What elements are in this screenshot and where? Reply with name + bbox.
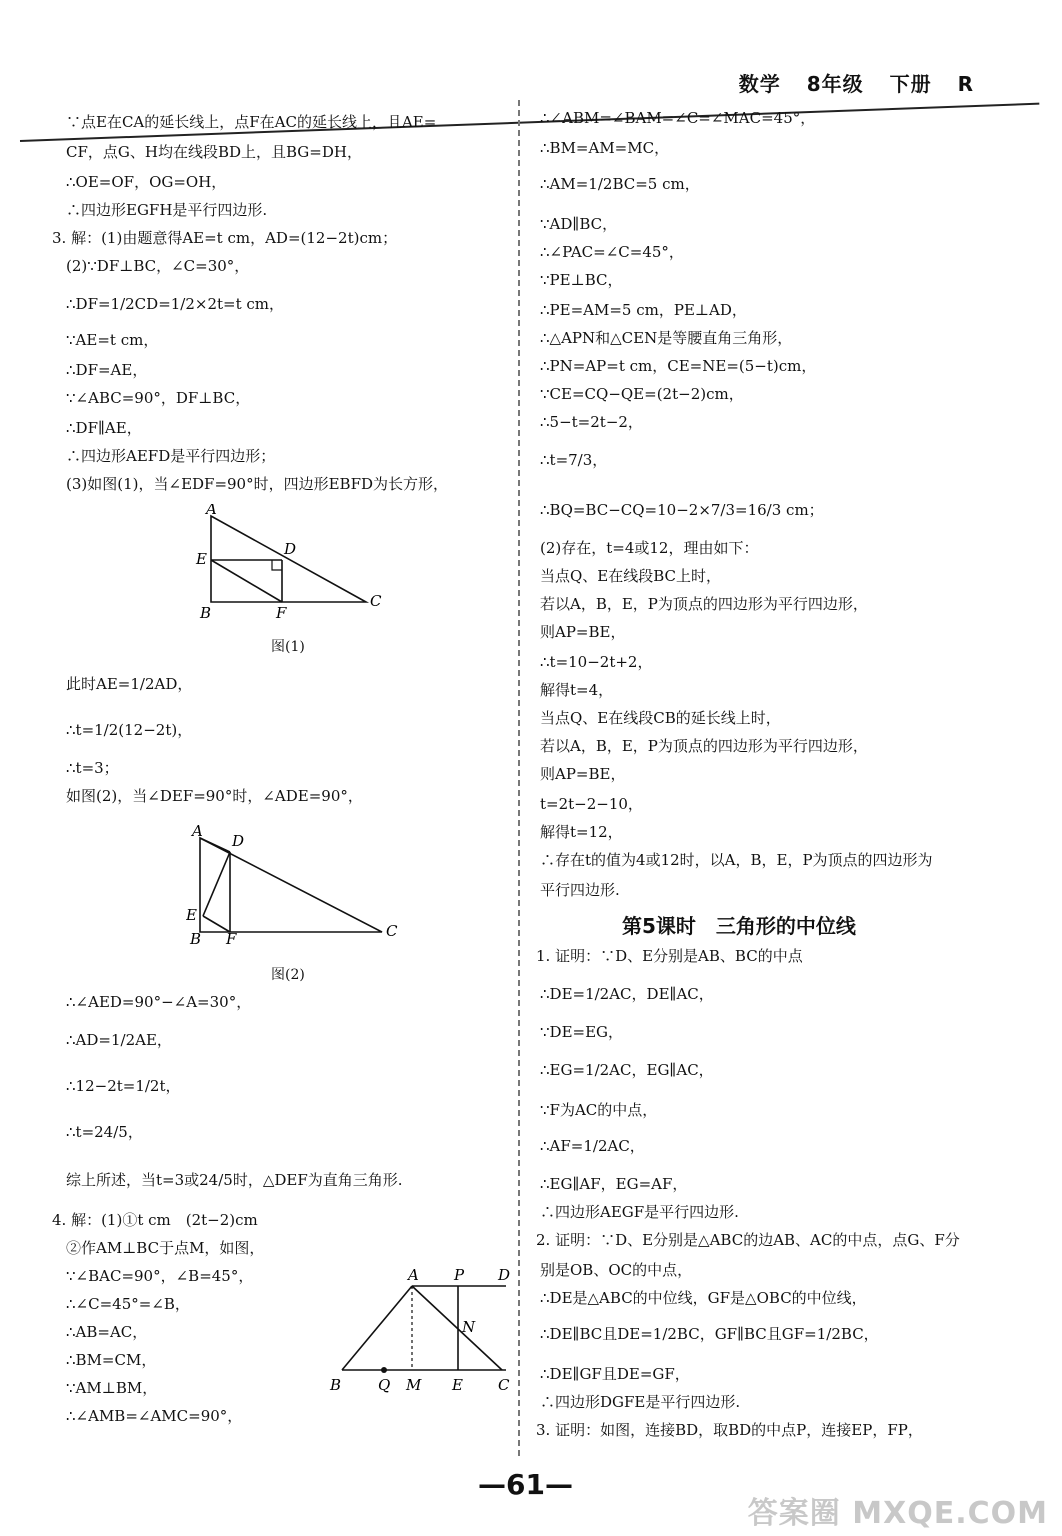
text-line: ∵AM⊥BM， (66, 1379, 158, 1397)
fig1-label-c: C (370, 592, 382, 610)
text-line: (2)∵DF⊥BC，∠C=30°， (66, 257, 250, 275)
text-line: ∴四边形DGFE是平行四边形. (540, 1393, 741, 1411)
text-line: 3. 证明：如图，连接BD，取BD的中点P，连接EP，FP， (536, 1421, 923, 1439)
text-line: t=2t−2−10， (540, 795, 643, 813)
text-line: ∴DF∥AE， (66, 419, 142, 437)
text-line: 则AP=BE， (540, 623, 626, 641)
fig3-label-e: E (452, 1376, 463, 1394)
fig3-label-m: M (406, 1376, 422, 1394)
text-line: ∴∠ABM=∠BAM=∠C=∠MAC=45°， (540, 109, 816, 127)
fig1-label-f: F (276, 604, 287, 622)
figure-3 (322, 1258, 522, 1408)
text-line: 若以A，B，E，P为顶点的四边形为平行四边形， (540, 595, 868, 613)
text-line: ∴△APN和△CEN是等腰直角三角形， (540, 329, 793, 347)
text-line: ∴∠AED=90°−∠A=30°， (66, 993, 252, 1011)
fig2-label-b: B (190, 930, 202, 946)
header-subject: 数学 (738, 72, 781, 96)
text-line: 1. 证明：∵D、E分别是AB、BC的中点 (536, 947, 803, 965)
text-line: ∴存在t的值为4或12时，以A，B，E，P为顶点的四边形为 (540, 851, 933, 869)
fig3-label-n: N (462, 1318, 476, 1336)
text-line: 解得t=4， (540, 681, 614, 699)
fig2-label-e: E (186, 906, 197, 924)
text-line: 解得t=12， (540, 823, 623, 841)
text-line: ∴BQ=BC−CQ=10−2×7/3=16/3 cm； (540, 501, 824, 519)
text-line: ∴DE是△ABC的中位线，GF是△OBC的中位线， (540, 1289, 867, 1307)
text-line: ∴∠PAC=∠C=45°， (540, 243, 684, 261)
fig2-label-f: F (226, 930, 237, 946)
text-line: CF，点G、H均在线段BD上，且BG=DH， (66, 143, 362, 161)
figure-1 (186, 504, 386, 624)
fig3-label-b: B (330, 1376, 342, 1394)
text-line: 若以A，B，E，P为顶点的四边形为平行四边形， (540, 737, 868, 755)
text-line: ∴EG∥AF，EG=AF， (540, 1175, 688, 1193)
text-line: ∴AB=AC， (66, 1323, 148, 1341)
text-line: ∴四边形EGFH是平行四边形. (66, 201, 268, 219)
figure-1-caption: 图(1) (271, 639, 305, 655)
text-line: ∴PN=AP=t cm，CE=NE=(5−t)cm， (540, 357, 817, 375)
column-divider (518, 100, 520, 1456)
text-line: ∵AE=t cm， (66, 331, 159, 349)
text-line: ∴DF=1/2CD=1/2×2t=t cm， (66, 295, 285, 313)
text-line: ∴DF=AE， (66, 361, 148, 379)
text-line: ∵DE=EG， (540, 1023, 624, 1041)
text-line: ∴t=24/5， (66, 1123, 143, 1141)
text-line: 3. 解：(1)由题意得AE=t cm，AD=(12−2t)cm； (52, 229, 398, 247)
text-line: ∴四边形AEFD是平行四边形； (66, 447, 276, 465)
text-line: ∴DE∥BC且DE=1/2BC，GF∥BC且GF=1/2BC， (540, 1325, 879, 1343)
header-edition: R (957, 72, 974, 96)
text-line: ∴DE=1/2AC，DE∥AC， (540, 985, 714, 1003)
figure-2-caption: 图(2) (271, 967, 305, 983)
header-grade: 8年级 (806, 72, 864, 96)
text-line: 当点Q、E在线段CB的延长线上时， (540, 709, 781, 727)
text-line: 当点Q、E在线段BC上时， (540, 567, 722, 585)
text-line: ∴t=3； (66, 759, 119, 777)
text-line: ∵∠ABC=90°，DF⊥BC， (66, 389, 251, 407)
text-line: 别是OB、OC的中点， (540, 1261, 693, 1279)
text-line: 4. 解：(1)①t cm (2t−2)cm (52, 1211, 258, 1229)
fig3-label-d: D (498, 1266, 511, 1284)
text-line: ∴AD=1/2AE， (66, 1031, 172, 1049)
fig1-label-d: D (284, 540, 297, 558)
text-line: ∴t=10−2t+2， (540, 653, 653, 671)
text-line: ∵PE⊥BC， (540, 271, 623, 289)
fig3-label-a: A (408, 1266, 419, 1284)
text-line: ∴5−t=2t−2， (540, 413, 643, 431)
text-line: ②作AM⊥BC于点M，如图， (66, 1239, 265, 1257)
text-line: ∴DE∥GF且DE=GF， (540, 1365, 690, 1383)
text-line: ∴OE=OF，OG=OH， (66, 173, 227, 191)
text-line: ∴BM=AM=MC， (540, 139, 670, 157)
text-line: (2)存在，t=4或12，理由如下： (540, 539, 759, 557)
fig2-label-c: C (386, 922, 398, 940)
text-line: ∴AM=1/2BC=5 cm， (540, 175, 700, 193)
fig2-label-a: A (192, 822, 203, 840)
page-number: —61— (478, 1468, 573, 1501)
text-line: ∴12−2t=1/2t， (66, 1077, 181, 1095)
fig1-label-b: B (200, 604, 212, 622)
text-line: 2. 证明：∵D、E分别是△ABC的边AB、AC的中点，点G、F分 (536, 1231, 960, 1249)
text-line: 综上所述，当t=3或24/5时，△DEF为直角三角形. (66, 1171, 403, 1189)
text-line: ∴PE=AM=5 cm，PE⊥AD， (540, 301, 747, 319)
text-line: 则AP=BE， (540, 765, 626, 783)
text-line: ∵AD∥BC， (540, 215, 618, 233)
fig3-label-p: P (454, 1266, 465, 1284)
text-line: ∴t=7/3， (540, 451, 608, 469)
text-line: ∴BM=CM， (66, 1351, 157, 1369)
fig3-label-c: C (498, 1376, 510, 1394)
text-line: ∵F为AC的中点， (540, 1101, 658, 1119)
text-line: ∵CE=CQ−QE=(2t−2)cm， (540, 385, 744, 403)
watermark: 答案圈 MXQE.COM (747, 1496, 1048, 1531)
section-title: 第5课时 三角形的中位线 (622, 914, 856, 938)
text-line: 如图(2)，当∠DEF=90°时，∠ADE=90°， (66, 787, 363, 805)
text-line: ∵点E在CA的延长线上，点F在AC的延长线上，且AE= (66, 113, 437, 131)
text-line: 此时AE=1/2AD， (66, 675, 193, 693)
figure-2 (186, 816, 406, 946)
text-line: ∴t=1/2(12−2t)， (66, 721, 193, 739)
page-header (721, 68, 974, 97)
fig1-label-a: A (206, 504, 217, 518)
text-line: ∴四边形AEGF是平行四边形. (540, 1203, 739, 1221)
fig3-label-q: Q (378, 1376, 391, 1394)
fig2-label-d: D (232, 832, 245, 850)
header-volume: 下册 (889, 72, 932, 96)
text-line: (3)如图(1)，当∠EDF=90°时，四边形EBFD为长方形， (66, 475, 449, 493)
text-line: ∴AF=1/2AC， (540, 1137, 645, 1155)
text-line: ∵∠BAC=90°，∠B=45°， (66, 1267, 254, 1285)
text-line: ∴∠C=45°=∠B， (66, 1295, 190, 1313)
text-line: ∴EG=1/2AC，EG∥AC， (540, 1061, 714, 1079)
fig1-label-e: E (196, 550, 207, 568)
text-line: 平行四边形. (540, 881, 620, 899)
text-line: ∴∠AMB=∠AMC=90°， (66, 1407, 243, 1425)
